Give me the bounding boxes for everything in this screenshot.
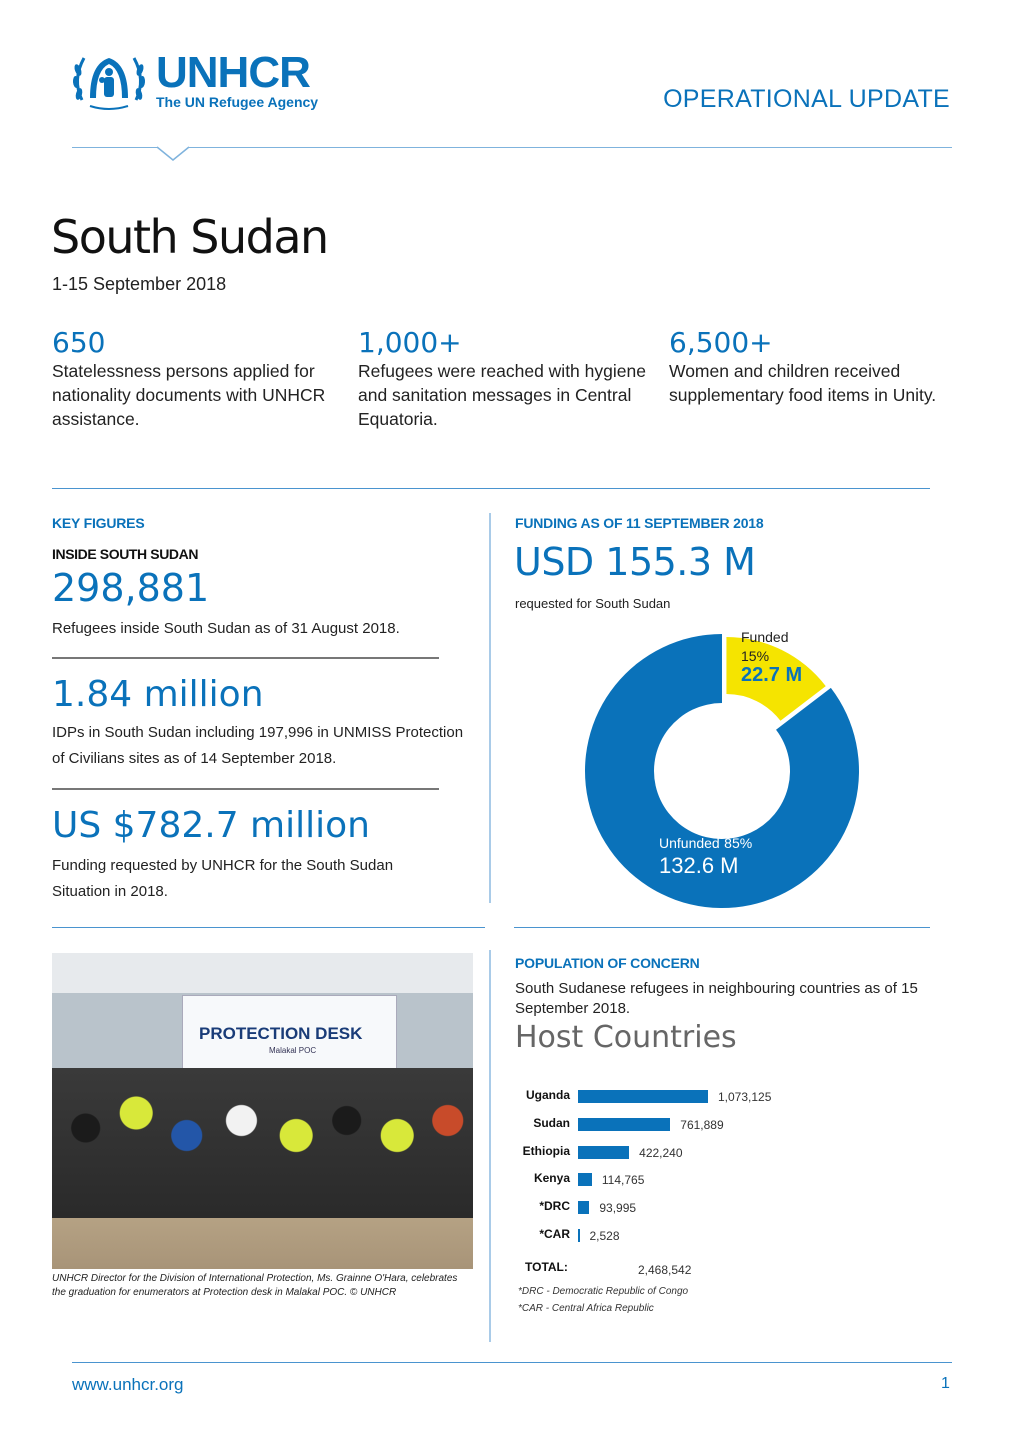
footnote-car: *CAR - Central Africa Republic [518,1303,654,1314]
unfunded-percent: 85% [724,835,753,851]
page-number: 1 [941,1375,950,1392]
bar-category-label: *DRC [539,1199,570,1214]
bar-category-label: Sudan [533,1115,570,1130]
doc-type-label: OPERATIONAL UPDATE [663,85,950,113]
protection-desk-sign [182,995,397,1075]
key-figure-refugees-text: Refugees inside South Sudan as of 31 August 2018. [52,620,400,637]
unfunded-name: Unfunded [659,835,720,851]
bar-value-label: 422,240 [639,1145,683,1160]
sign-subtitle: Malakal POC [269,1046,317,1055]
bar-category-label: Kenya [533,1171,570,1186]
bar-value-label: 114,765 [601,1173,645,1188]
bar-category-label: *CAR [539,1227,570,1241]
column-divider [489,513,491,903]
bar-value-label: 2,528 [589,1229,620,1243]
funded-value: 22.7 M [741,664,803,686]
bar-category-label: Uganda [525,1088,570,1102]
protection-desk-photo [52,953,473,1269]
key-figure-divider [52,788,439,790]
page-title: South Sudan [51,210,328,264]
total-value: 2,468,542 [638,1263,692,1277]
bar-kenya [578,1173,592,1186]
logo-tagline: The UN Refugee Agency [156,94,319,110]
photo-caption: UNHCR Director for the Division of International Protection, Ms. Grainne O'Hara, celebrates the graduation for enumerators at Protection desk in Malakal POC. © UNHCR [52,1273,458,1298]
key-figure-idps-text: IDPs in South Sudan including 197,996 in UNMISS Protection of Civilians sites as of 14 September 2018. [52,724,464,767]
bar-category-label: Ethiopia [522,1143,570,1158]
funded-percent: 15% [741,648,770,664]
bar-drc [578,1201,589,1214]
highlight-2 [358,326,648,431]
highlight-3 [669,326,939,407]
section-divider [514,927,930,928]
key-figure-funding-value: US $782.7 million [52,805,370,846]
population-title: POPULATION OF CONCERN [515,955,700,971]
unfunded-label [659,835,752,879]
highlight-1 [52,326,342,431]
host-countries-bar-chart [505,1088,825,1258]
section-divider [52,488,930,489]
sign-title: PROTECTION DESK [199,1024,363,1043]
column-divider [489,950,491,1342]
unfunded-value: 132.6 M [659,853,739,878]
logo-wordmark: UNHCR [156,48,310,97]
funding-amount: USD 155.3 M [514,540,756,584]
key-figure-divider [52,657,439,659]
total-label: TOTAL: [525,1260,568,1274]
highlight-text: Women and children received supplementary food items in Unity. [669,361,937,405]
bar-ethiopia [578,1146,629,1159]
highlight-text: Statelessness persons applied for nationality documents with UNHCR assistance. [52,361,326,429]
report-period: 1-15 September 2018 [52,274,227,294]
footnote-drc: *DRC - Democratic Republic of Congo [518,1286,689,1297]
population-description: South Sudanese refugees in neighbouring countries as of 15 September 2018. [515,980,918,1017]
section-divider [52,927,485,928]
funded-name: Funded [741,629,789,645]
footer-divider [72,1362,952,1363]
key-figures-subtitle: INSIDE SOUTH SUDAN [52,546,199,562]
bar-sudan [578,1118,670,1131]
host-countries-title: Host Countries [515,1020,737,1055]
footer-url-link[interactable]: www.unhcr.org [72,1375,184,1394]
highlight-number: 6,500+ [669,326,773,359]
highlight-text: Refugees were reached with hygiene and sanitation messages in Central Equatoria. [358,361,646,429]
funding-subtitle: requested for South Sudan [515,596,671,611]
funded-label [741,628,802,685]
funding-title: FUNDING AS OF 11 SEPTEMBER 2018 [515,515,764,531]
bar-value-label: 93,995 [599,1201,637,1216]
key-figure-funding-text: Funding requested by UNHCR for the South Sudan Situation in 2018. [52,857,394,900]
bar-value-label: 761,889 [680,1117,724,1132]
chevron-down-icon [156,146,190,162]
highlight-number: 1,000+ [358,326,462,359]
unhcr-logo [70,50,340,114]
highlight-number: 650 [52,326,106,359]
bar-value-label: 1,073,125 [718,1090,772,1104]
key-figure-refugees-value: 298,881 [52,566,210,610]
key-figure-idps-value: 1.84 million [52,674,264,715]
bar-uganda [578,1090,708,1103]
photo-crowd [52,1068,473,1218]
key-figures-title: KEY FIGURES [52,515,145,531]
bar-car [578,1229,580,1242]
unhcr-emblem-icon [70,50,148,114]
header-divider [72,147,952,148]
